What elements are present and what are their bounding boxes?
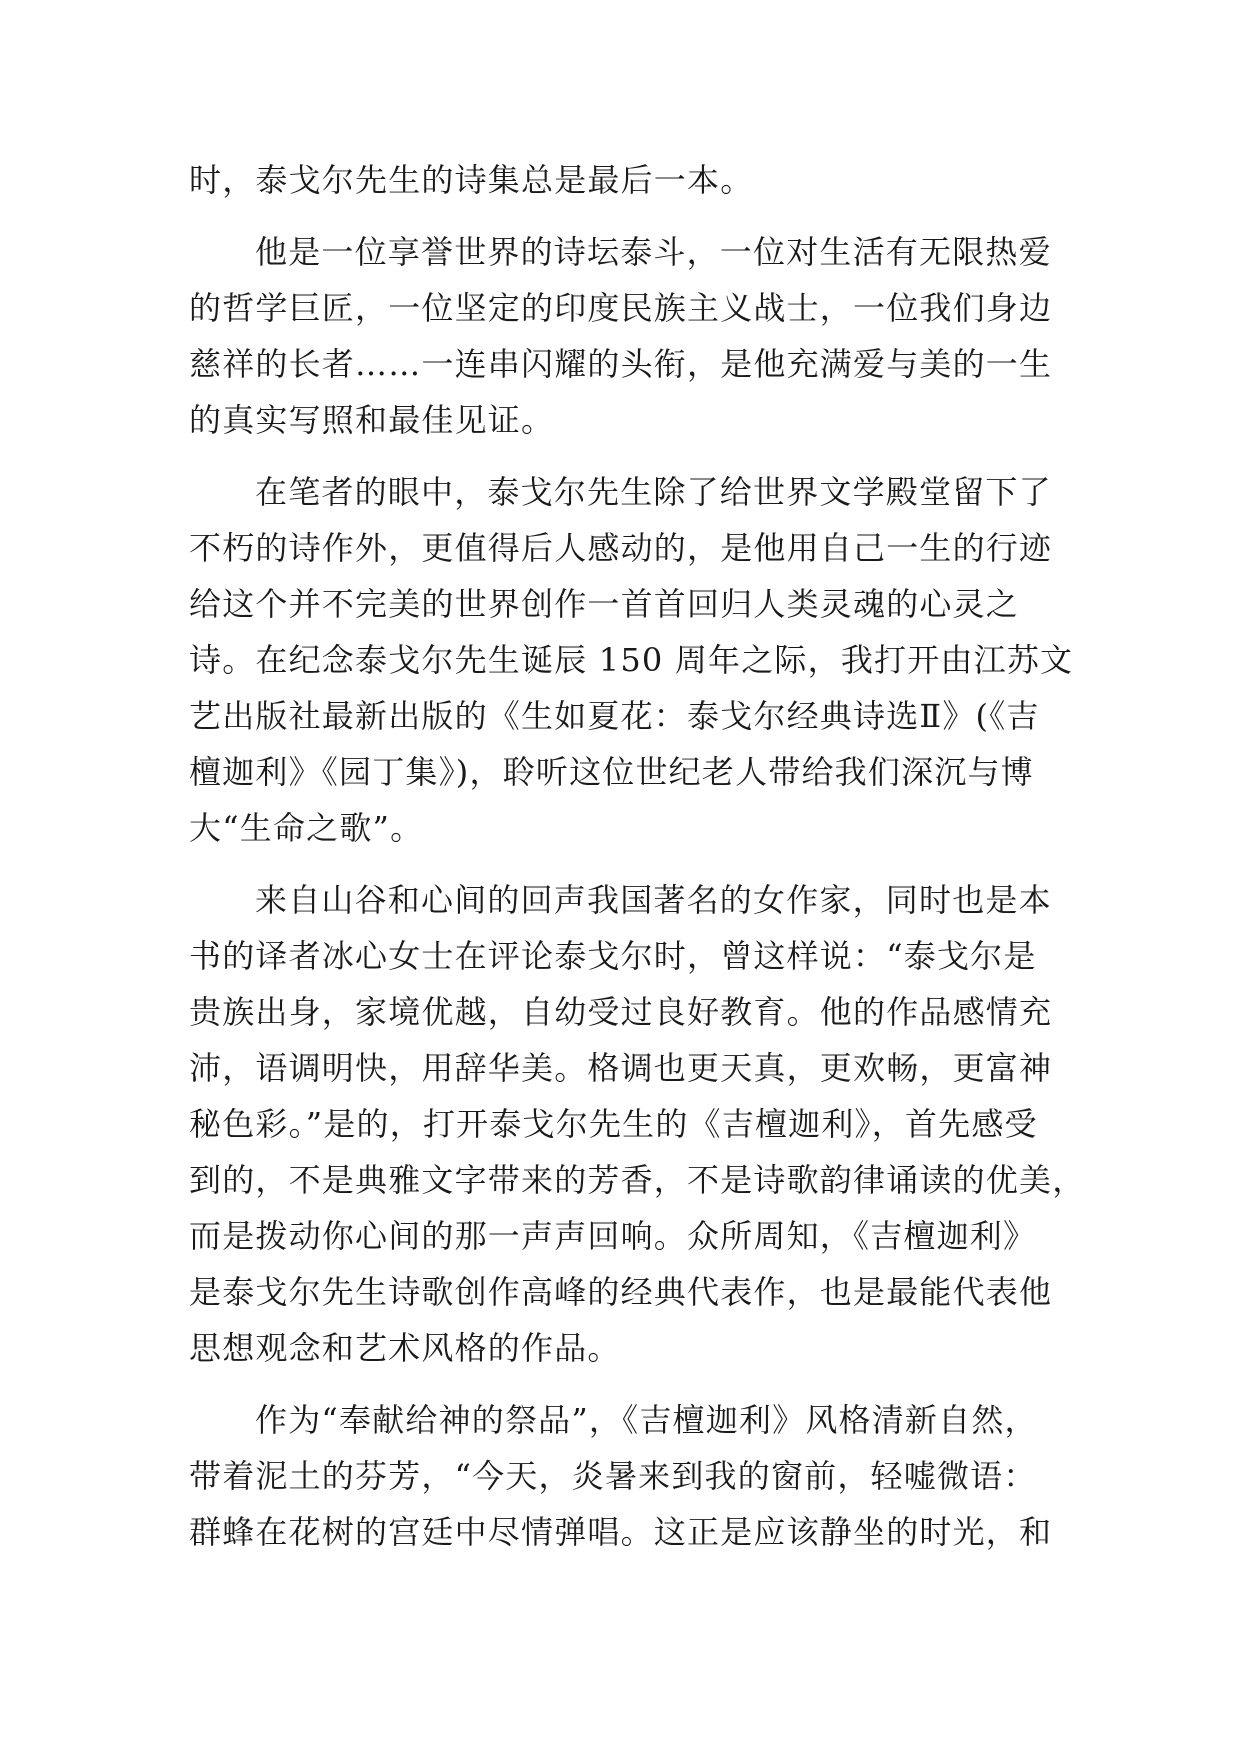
paragraph-5	[189, 1392, 1053, 1560]
text-line: 书的译者冰心女士在评论泰戈尔时，曾这样说：“泰戈尔是	[189, 937, 1037, 975]
text-line: 来自山谷和心间的回声我国著名的女作家，同时也是本	[255, 881, 1052, 919]
body-text	[189, 152, 1086, 1560]
paragraph-3	[189, 464, 1074, 856]
text-line: 秘色彩。”是的，打开泰戈尔先生的《吉檀迦利》，首先感受	[189, 1105, 1038, 1143]
text-line: 的哲学巨匠，一位坚定的印度民族主义战士，一位我们身边	[189, 289, 1053, 327]
text-line: 沛，语调明快，用辞华美。格调也更天真，更欢畅，更富神	[189, 1049, 1053, 1087]
text-line: 慈祥的长者……一连串闪耀的头衔，是他充满爱与美的一生	[189, 345, 1053, 383]
text-line: 贵族出身，家境优越，自幼受过良好教育。他的作品感情充	[189, 993, 1053, 1031]
paragraph-1	[189, 152, 1049, 208]
text-line: 他是一位享誉世界的诗坛泰斗，一位对生活有无限热爱	[255, 233, 1052, 271]
text-line: 是泰戈尔先生诗歌创作高峰的经典代表作，也是最能代表他	[189, 1273, 1053, 1311]
text-line: 到的，不是典雅文字带来的芳香，不是诗歌韵律诵读的优美，	[189, 1161, 1086, 1199]
text-line: 诗。在纪念泰戈尔先生诞辰 150 周年之际，我打开由江苏文	[189, 641, 1074, 679]
text-line: 在笔者的眼中，泰戈尔先生除了给世界文学殿堂留下了	[255, 473, 1052, 511]
text-line: 不朽的诗作外，更值得后人感动的，是他用自己一生的行迹	[189, 529, 1053, 567]
text-line: 檀迦利》《园丁集》)，聆听这位世纪老人带给我们深沉与博	[189, 753, 1034, 791]
text-line: 带着泥土的芬芳，“今天，炎暑来到我的窗前，轻嘘微语：	[189, 1457, 1037, 1495]
text-line: 时，泰戈尔先生的诗集总是最后一本。	[189, 161, 754, 199]
text-line: 艺出版社最新出版的《生如夏花：泰戈尔经典诗选Ⅱ》(《吉	[189, 697, 1040, 735]
paragraph-2	[189, 224, 1053, 448]
text-line: 的真实写照和最佳见证。	[189, 401, 555, 439]
text-line: 而是拨动你心间的那一声声回响。众所周知，《吉檀迦利》	[189, 1217, 1037, 1255]
text-line: 群蜂在花树的宫廷中尽情弹唱。这正是应该静坐的时光，和	[189, 1513, 1053, 1551]
text-line: 大“生命之歌”。	[189, 809, 424, 847]
text-line: 作为“奉献给神的祭品”，《吉檀迦利》风格清新自然，	[255, 1401, 1038, 1439]
text-line: 思想观念和艺术风格的作品。	[189, 1329, 621, 1367]
paragraph-4	[189, 872, 1086, 1376]
text-line: 给这个并不完美的世界创作一首首回归人类灵魂的心灵之	[189, 585, 1020, 623]
